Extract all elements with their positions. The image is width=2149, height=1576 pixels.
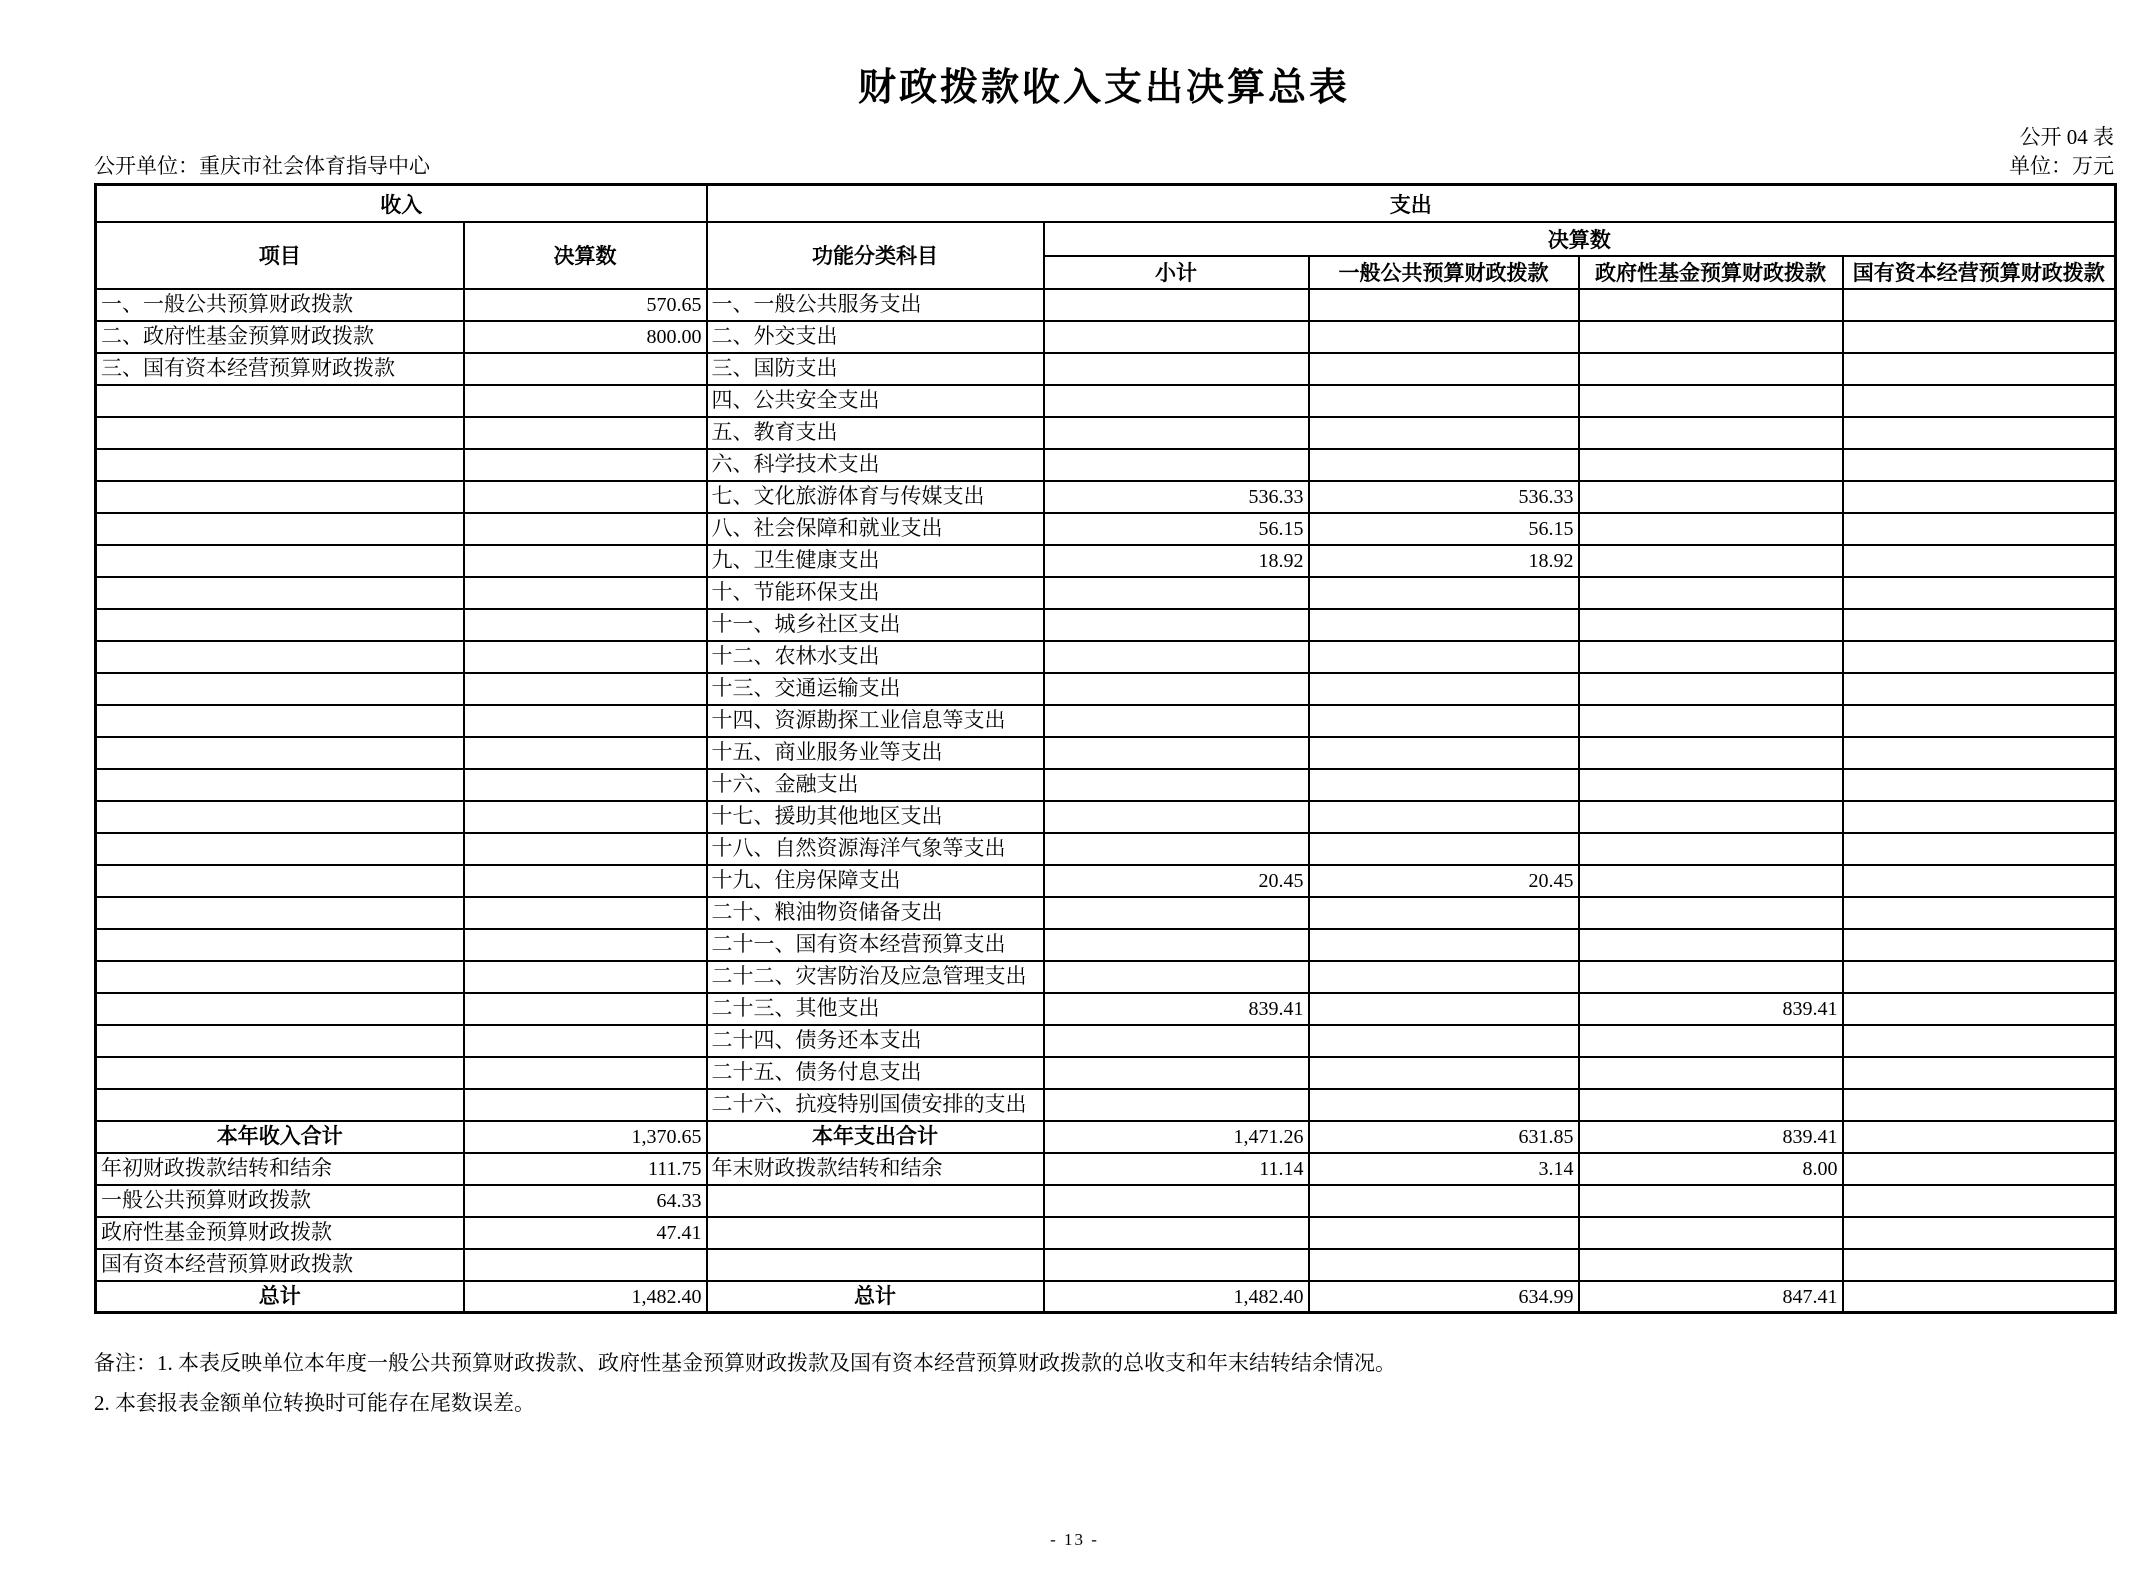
income-item-cell (96, 545, 464, 577)
income-value-cell (464, 641, 707, 673)
table-row (96, 929, 2116, 961)
expense-state-capital-cell (1843, 449, 2116, 481)
expense-subtotal-cell (1044, 289, 1309, 321)
expense-state-capital-cell (1843, 673, 2116, 705)
table-row (96, 1217, 2116, 1249)
expense-subtotal-cell: 1,482.40 (1044, 1281, 1309, 1313)
expense-general-budget-cell: 634.99 (1309, 1281, 1579, 1313)
expense-subtotal-cell (1044, 1057, 1309, 1089)
expense-gov-fund-cell (1579, 865, 1843, 897)
income-value-cell: 1,370.65 (464, 1121, 707, 1153)
expense-general-budget-cell (1309, 1217, 1579, 1249)
income-value-cell (464, 737, 707, 769)
income-item-cell: 国有资本经营预算财政拨款 (96, 1249, 464, 1281)
table-row (96, 1281, 2116, 1313)
expense-subtotal-cell (1044, 673, 1309, 705)
income-item-cell (96, 993, 464, 1025)
expense-item-cell: 二十一、国有资本经营预算支出 (707, 929, 1044, 961)
expense-gov-fund-cell: 8.00 (1579, 1153, 1843, 1185)
expense-item-cell: 二十二、灾害防治及应急管理支出 (707, 961, 1044, 993)
income-value-cell (464, 545, 707, 577)
income-item-cell (96, 929, 464, 961)
expense-state-capital-cell (1843, 1281, 2116, 1313)
table-row (96, 449, 2116, 481)
income-item-cell (96, 641, 464, 673)
expense-general-budget-cell (1309, 1057, 1579, 1089)
expense-general-budget-cell (1309, 929, 1579, 961)
expense-item-cell: 十九、住房保障支出 (707, 865, 1044, 897)
income-value-cell (464, 705, 707, 737)
expense-general-budget-cell (1309, 321, 1579, 353)
expense-gov-fund-cell (1579, 641, 1843, 673)
expense-gov-fund-cell (1579, 417, 1843, 449)
income-value-cell (464, 897, 707, 929)
item-column-header: 项目 (96, 222, 464, 289)
page-title: 财政拨款收入支出决算总表 (857, 67, 1350, 109)
expense-subtotal-cell (1044, 609, 1309, 641)
expense-item-cell: 二十、粮油物资储备支出 (707, 897, 1044, 929)
expense-gov-fund-cell (1579, 1057, 1843, 1089)
income-item-cell (96, 481, 464, 513)
expense-gov-fund-cell (1579, 705, 1843, 737)
expense-general-budget-cell (1309, 289, 1579, 321)
table-row (96, 705, 2116, 737)
expense-item-cell: 十一、城乡社区支出 (707, 609, 1044, 641)
income-value-cell (464, 385, 707, 417)
expense-gov-fund-cell (1579, 353, 1843, 385)
header-row-columns (96, 222, 2116, 256)
income-item-cell (96, 1057, 464, 1089)
income-value-cell (464, 449, 707, 481)
expense-item-cell: 六、科学技术支出 (707, 449, 1044, 481)
expense-general-budget-cell (1309, 1025, 1579, 1057)
expense-state-capital-cell (1843, 1089, 2116, 1121)
expense-gov-fund-cell (1579, 577, 1843, 609)
expense-gov-fund-cell: 839.41 (1579, 1121, 1843, 1153)
table-row (96, 1121, 2116, 1153)
func-category-column-header: 功能分类科目 (707, 222, 1044, 289)
expense-general-budget-cell (1309, 1249, 1579, 1281)
expense-state-capital-cell (1843, 1057, 2116, 1089)
expense-gov-fund-cell (1579, 1185, 1843, 1217)
expense-gov-fund-cell: 847.41 (1579, 1281, 1843, 1313)
expense-subtotal-cell: 20.45 (1044, 865, 1309, 897)
expense-item-cell: 十三、交通运输支出 (707, 673, 1044, 705)
expense-subtotal-cell: 536.33 (1044, 481, 1309, 513)
expense-state-capital-cell (1843, 289, 2116, 321)
income-item-cell (96, 577, 464, 609)
expense-subtotal-cell (1044, 769, 1309, 801)
income-item-cell (96, 1089, 464, 1121)
expense-subtotal-cell (1044, 961, 1309, 993)
expense-gov-fund-cell (1579, 929, 1843, 961)
note-line-2: 2. 本套报表金额单位转换时可能存在尾数误差。 (94, 1391, 535, 1416)
table-row (96, 865, 2116, 897)
expense-general-budget-cell (1309, 1089, 1579, 1121)
money-unit-label: 单位：万元 (2009, 154, 2114, 179)
income-value-cell (464, 961, 707, 993)
expense-item-cell: 五、教育支出 (707, 417, 1044, 449)
expense-item-cell: 十七、援助其他地区支出 (707, 801, 1044, 833)
table-row (96, 961, 2116, 993)
expense-final-group-header: 决算数 (1044, 222, 2116, 256)
income-value-cell (464, 513, 707, 545)
expense-state-capital-cell (1843, 1185, 2116, 1217)
table-row (96, 737, 2116, 769)
income-value-cell (464, 577, 707, 609)
expense-subtotal-cell (1044, 1025, 1309, 1057)
note-line-1: 备注：1. 本表反映单位本年度一般公共预算财政拨款、政府性基金预算财政拨款及国有资本经营预算财政拨款的总收支和年末结转结余情况。 (94, 1351, 1396, 1376)
income-value-cell (464, 1249, 707, 1281)
table-code: 公开 04 表 (2019, 125, 2114, 149)
expense-state-capital-cell (1843, 577, 2116, 609)
general-budget-column-header: 一般公共预算财政拨款 (1309, 256, 1579, 289)
expense-state-capital-cell (1843, 1153, 2116, 1185)
income-value-cell (464, 929, 707, 961)
public-unit-label: 公开单位：重庆市社会体育指导中心 (94, 154, 430, 179)
budget-summary-table (94, 183, 2117, 1314)
expense-subtotal-cell (1044, 801, 1309, 833)
income-value-cell (464, 417, 707, 449)
income-value-cell: 64.33 (464, 1185, 707, 1217)
expense-state-capital-cell (1843, 1249, 2116, 1281)
income-value-cell (464, 481, 707, 513)
table-row (96, 1185, 2116, 1217)
expense-gov-fund-cell (1579, 385, 1843, 417)
expense-item-cell: 九、卫生健康支出 (707, 545, 1044, 577)
expense-gov-fund-cell (1579, 801, 1843, 833)
expense-gov-fund-cell (1579, 545, 1843, 577)
expense-gov-fund-cell (1579, 289, 1843, 321)
expense-gov-fund-cell: 839.41 (1579, 993, 1843, 1025)
expense-gov-fund-cell (1579, 961, 1843, 993)
expense-gov-fund-cell (1579, 833, 1843, 865)
expense-section-header: 支出 (707, 185, 2116, 222)
table-row (96, 289, 2116, 321)
expense-state-capital-cell (1843, 385, 2116, 417)
expense-item-cell: 十二、农林水支出 (707, 641, 1044, 673)
expense-gov-fund-cell (1579, 769, 1843, 801)
meta-line (94, 154, 2114, 179)
expense-item-cell: 十、节能环保支出 (707, 577, 1044, 609)
expense-general-budget-cell (1309, 577, 1579, 609)
income-item-cell (96, 449, 464, 481)
expense-item-cell (707, 1217, 1044, 1249)
expense-gov-fund-cell (1579, 449, 1843, 481)
income-value-cell (464, 865, 707, 897)
income-item-cell: 总计 (96, 1281, 464, 1313)
expense-item-cell: 年末财政拨款结转和结余 (707, 1153, 1044, 1185)
expense-item-cell: 二十五、债务付息支出 (707, 1057, 1044, 1089)
expense-general-budget-cell (1309, 385, 1579, 417)
income-item-cell (96, 801, 464, 833)
expense-item-cell: 一、一般公共服务支出 (707, 289, 1044, 321)
income-item-cell: 一、一般公共预算财政拨款 (96, 289, 464, 321)
table-row (96, 833, 2116, 865)
expense-subtotal-cell (1044, 1185, 1309, 1217)
income-value-cell: 47.41 (464, 1217, 707, 1249)
expense-item-cell: 三、国防支出 (707, 353, 1044, 385)
expense-item-cell: 本年支出合计 (707, 1121, 1044, 1153)
table-row (96, 545, 2116, 577)
income-value-cell: 1,482.40 (464, 1281, 707, 1313)
expense-subtotal-cell (1044, 929, 1309, 961)
income-item-cell: 三、国有资本经营预算财政拨款 (96, 353, 464, 385)
expense-general-budget-cell (1309, 833, 1579, 865)
income-value-cell (464, 769, 707, 801)
table-row (96, 577, 2116, 609)
header-row-sections (96, 185, 2116, 222)
expense-subtotal-cell (1044, 833, 1309, 865)
expense-item-cell: 二十三、其他支出 (707, 993, 1044, 1025)
expense-gov-fund-cell (1579, 897, 1843, 929)
income-value-cell: 800.00 (464, 321, 707, 353)
expense-gov-fund-cell (1579, 1089, 1843, 1121)
income-item-cell (96, 385, 464, 417)
expense-gov-fund-cell (1579, 673, 1843, 705)
income-item-cell (96, 1025, 464, 1057)
expense-state-capital-cell (1843, 321, 2116, 353)
table-row (96, 1153, 2116, 1185)
table-row (96, 1025, 2116, 1057)
expense-gov-fund-cell (1579, 481, 1843, 513)
expense-state-capital-cell (1843, 417, 2116, 449)
expense-gov-fund-cell (1579, 1217, 1843, 1249)
expense-item-cell: 二、外交支出 (707, 321, 1044, 353)
income-item-cell (96, 833, 464, 865)
income-value-cell (464, 673, 707, 705)
subtotal-column-header: 小计 (1044, 256, 1309, 289)
expense-general-budget-cell (1309, 801, 1579, 833)
expense-state-capital-cell (1843, 513, 2116, 545)
expense-subtotal-cell (1044, 1249, 1309, 1281)
expense-general-budget-cell (1309, 449, 1579, 481)
expense-subtotal-cell (1044, 737, 1309, 769)
table-row (96, 993, 2116, 1025)
expense-subtotal-cell (1044, 897, 1309, 929)
income-item-cell: 本年收入合计 (96, 1121, 464, 1153)
table-row (96, 609, 2116, 641)
expense-general-budget-cell (1309, 641, 1579, 673)
expense-general-budget-cell (1309, 961, 1579, 993)
expense-subtotal-cell (1044, 705, 1309, 737)
expense-subtotal-cell (1044, 577, 1309, 609)
income-value-cell (464, 801, 707, 833)
expense-subtotal-cell: 1,471.26 (1044, 1121, 1309, 1153)
expense-general-budget-cell: 56.15 (1309, 513, 1579, 545)
income-value-cell (464, 609, 707, 641)
income-item-cell (96, 705, 464, 737)
income-item-cell (96, 673, 464, 705)
expense-subtotal-cell: 18.92 (1044, 545, 1309, 577)
expense-item-cell: 四、公共安全支出 (707, 385, 1044, 417)
income-item-cell (96, 769, 464, 801)
expense-general-budget-cell: 18.92 (1309, 545, 1579, 577)
document-page (0, 56, 2149, 1424)
expense-subtotal-cell (1044, 641, 1309, 673)
expense-item-cell: 十八、自然资源海洋气象等支出 (707, 833, 1044, 865)
table-row (96, 769, 2116, 801)
expense-state-capital-cell (1843, 993, 2116, 1025)
expense-item-cell: 七、文化旅游体育与传媒支出 (707, 481, 1044, 513)
income-section-header: 收入 (96, 185, 707, 222)
expense-state-capital-cell (1843, 545, 2116, 577)
table-row (96, 1249, 2116, 1281)
income-value-cell (464, 1057, 707, 1089)
expense-general-budget-cell (1309, 993, 1579, 1025)
income-value-cell (464, 1025, 707, 1057)
expense-general-budget-cell (1309, 705, 1579, 737)
expense-general-budget-cell: 536.33 (1309, 481, 1579, 513)
expense-subtotal-cell: 11.14 (1044, 1153, 1309, 1185)
expense-subtotal-cell (1044, 417, 1309, 449)
expense-subtotal-cell (1044, 385, 1309, 417)
table-row (96, 321, 2116, 353)
table-row (96, 481, 2116, 513)
expense-state-capital-cell (1843, 641, 2116, 673)
expense-general-budget-cell (1309, 417, 1579, 449)
page-number: - 13 - (1050, 1530, 1099, 1549)
expense-state-capital-cell (1843, 705, 2116, 737)
expense-subtotal-cell (1044, 353, 1309, 385)
expense-state-capital-cell (1843, 609, 2116, 641)
income-final-column-header: 决算数 (464, 222, 707, 289)
expense-subtotal-cell (1044, 449, 1309, 481)
expense-gov-fund-cell (1579, 609, 1843, 641)
expense-general-budget-cell: 631.85 (1309, 1121, 1579, 1153)
income-value-cell: 111.75 (464, 1153, 707, 1185)
income-value-cell (464, 993, 707, 1025)
expense-item-cell: 十五、商业服务业等支出 (707, 737, 1044, 769)
expense-state-capital-cell (1843, 865, 2116, 897)
expense-subtotal-cell (1044, 1217, 1309, 1249)
table-row (96, 897, 2116, 929)
expense-gov-fund-cell (1579, 1025, 1843, 1057)
income-value-cell (464, 833, 707, 865)
table-row (96, 513, 2116, 545)
expense-item-cell (707, 1249, 1044, 1281)
income-item-cell (96, 897, 464, 929)
expense-item-cell (707, 1185, 1044, 1217)
income-item-cell: 二、政府性基金预算财政拨款 (96, 321, 464, 353)
expense-subtotal-cell (1044, 321, 1309, 353)
expense-subtotal-cell: 56.15 (1044, 513, 1309, 545)
income-item-cell (96, 737, 464, 769)
expense-state-capital-cell (1843, 737, 2116, 769)
income-item-cell: 政府性基金预算财政拨款 (96, 1217, 464, 1249)
income-item-cell: 年初财政拨款结转和结余 (96, 1153, 464, 1185)
expense-gov-fund-cell (1579, 321, 1843, 353)
expense-state-capital-cell (1843, 897, 2116, 929)
expense-state-capital-cell (1843, 769, 2116, 801)
expense-item-cell: 十四、资源勘探工业信息等支出 (707, 705, 1044, 737)
expense-general-budget-cell (1309, 353, 1579, 385)
table-row (96, 641, 2116, 673)
table-row (96, 801, 2116, 833)
expense-item-cell: 二十四、债务还本支出 (707, 1025, 1044, 1057)
table-row (96, 1057, 2116, 1089)
income-item-cell: 一般公共预算财政拨款 (96, 1185, 464, 1217)
table-row (96, 417, 2116, 449)
table-row (96, 353, 2116, 385)
expense-general-budget-cell: 20.45 (1309, 865, 1579, 897)
expense-item-cell: 十六、金融支出 (707, 769, 1044, 801)
income-item-cell (96, 609, 464, 641)
expense-general-budget-cell (1309, 769, 1579, 801)
expense-state-capital-cell (1843, 1217, 2116, 1249)
expense-item-cell: 总计 (707, 1281, 1044, 1313)
expense-state-capital-cell (1843, 353, 2116, 385)
expense-state-capital-cell (1843, 801, 2116, 833)
expense-state-capital-cell (1843, 833, 2116, 865)
notes-block (94, 1344, 2114, 1424)
expense-general-budget-cell (1309, 673, 1579, 705)
income-item-cell (96, 961, 464, 993)
expense-state-capital-cell (1843, 929, 2116, 961)
expense-state-capital-cell (1843, 1025, 2116, 1057)
expense-gov-fund-cell (1579, 737, 1843, 769)
expense-general-budget-cell (1309, 897, 1579, 929)
income-value-cell: 570.65 (464, 289, 707, 321)
expense-general-budget-cell (1309, 1185, 1579, 1217)
expense-state-capital-cell (1843, 1121, 2116, 1153)
expense-item-cell: 二十六、抗疫特别国债安排的支出 (707, 1089, 1044, 1121)
expense-gov-fund-cell (1579, 1249, 1843, 1281)
expense-state-capital-cell (1843, 961, 2116, 993)
expense-general-budget-cell (1309, 609, 1579, 641)
income-item-cell (96, 417, 464, 449)
expense-item-cell: 八、社会保障和就业支出 (707, 513, 1044, 545)
expense-state-capital-cell (1843, 481, 2116, 513)
table-row (96, 385, 2116, 417)
table-row (96, 1089, 2116, 1121)
expense-general-budget-cell (1309, 737, 1579, 769)
income-value-cell (464, 1089, 707, 1121)
income-item-cell (96, 865, 464, 897)
expense-subtotal-cell: 839.41 (1044, 993, 1309, 1025)
income-value-cell (464, 353, 707, 385)
expense-gov-fund-cell (1579, 513, 1843, 545)
gov-fund-column-header: 政府性基金预算财政拨款 (1579, 256, 1843, 289)
table-row (96, 673, 2116, 705)
expense-subtotal-cell (1044, 1089, 1309, 1121)
expense-general-budget-cell: 3.14 (1309, 1153, 1579, 1185)
state-capital-column-header: 国有资本经营预算财政拨款 (1843, 256, 2116, 289)
income-item-cell (96, 513, 464, 545)
